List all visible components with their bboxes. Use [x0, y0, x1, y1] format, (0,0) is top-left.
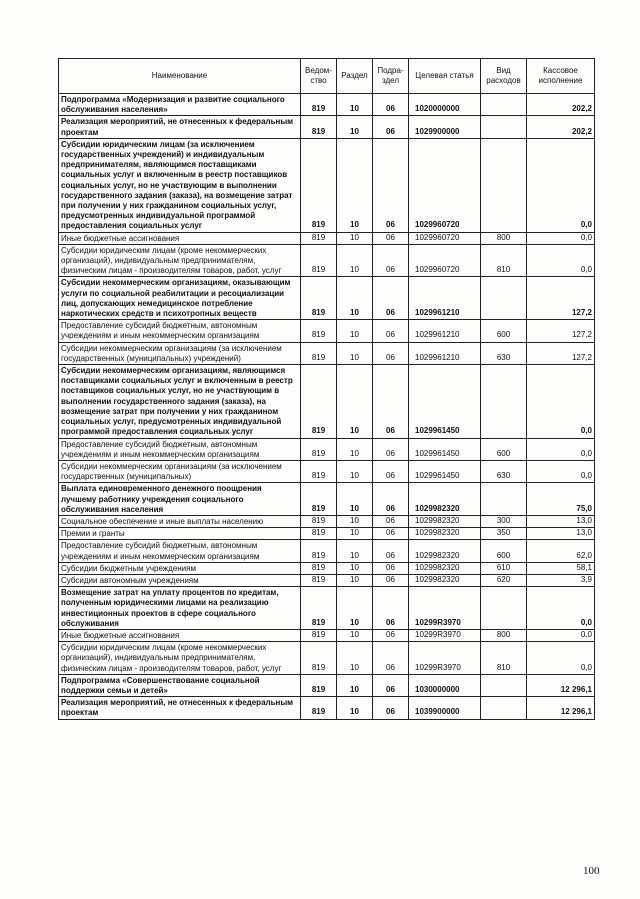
- cell-name: Субсидии некоммерческим организациям, являющимся поставщиками социальных услуг и включенным в реестр поставщиков социальных услуг, но не участвующим в выполнении государственного задания (заказа), на возмещение затрат при получении у них гражданином социальных услуг, предусмотренных индивидуальной программой предоставления социальных услуг: [59, 365, 301, 438]
- cell-dept: 819: [301, 587, 337, 630]
- cell-subsection: 06: [373, 244, 409, 277]
- cell-dept: 819: [301, 574, 337, 586]
- cell-subsection: 06: [373, 94, 409, 116]
- cell-section: 10: [337, 540, 373, 562]
- header-dept: Ведом-ство: [301, 59, 337, 94]
- cell-section: 10: [337, 562, 373, 574]
- cell-exptype: 630: [481, 342, 527, 364]
- cell-exptype: 600: [481, 438, 527, 460]
- table-row: [59, 574, 595, 586]
- table-row: [59, 540, 595, 562]
- cell-target: 10299R3970: [409, 587, 481, 630]
- table-row: [59, 320, 595, 342]
- table-row: [59, 138, 595, 232]
- table-row: [59, 438, 595, 460]
- cell-dept: 819: [301, 674, 337, 696]
- table-row: [59, 94, 595, 116]
- cell-subsection: 06: [373, 320, 409, 342]
- table-row: [59, 587, 595, 630]
- cell-name: Субсидии некоммерческим организациям, оказывающим услуги по социальной реабилитации и ресоциализации лиц, допускающих немедицинское потребление наркотических средств и психотропных веществ: [59, 277, 301, 320]
- cell-section: 10: [337, 438, 373, 460]
- cell-dept: 819: [301, 562, 337, 574]
- cell-subsection: 06: [373, 587, 409, 630]
- cell-name: Возмещение затрат на уплату процентов по кредитам, полученным юридическими лицами на реализацию инвестиционных проектов в сфере социального обслуживания: [59, 587, 301, 630]
- cell-target: 1029982320: [409, 483, 481, 516]
- cell-section: 10: [337, 587, 373, 630]
- cell-section: 10: [337, 365, 373, 438]
- cell-exptype: 610: [481, 562, 527, 574]
- cell-section: 10: [337, 697, 373, 719]
- cell-exptype: [481, 697, 527, 719]
- cell-target: 1029961450: [409, 460, 481, 482]
- cell-exptype: 620: [481, 574, 527, 586]
- cell-amount: 13,0: [527, 528, 595, 540]
- cell-exptype: 600: [481, 320, 527, 342]
- cell-dept: 819: [301, 138, 337, 232]
- table-row: [59, 460, 595, 482]
- table-row: [59, 629, 595, 641]
- cell-name: Реализация мероприятий, не отнесенных к федеральным проектам: [59, 116, 301, 138]
- cell-section: 10: [337, 244, 373, 277]
- cell-target: 1029960720: [409, 138, 481, 232]
- cell-exptype: 300: [481, 515, 527, 527]
- cell-section: 10: [337, 483, 373, 516]
- cell-name: Субсидии некоммерческим организациям (за исключением государственных (муниципальных): [59, 460, 301, 482]
- cell-target: 1029961210: [409, 342, 481, 364]
- budget-execution-table: [58, 58, 595, 720]
- cell-section: 10: [337, 629, 373, 641]
- cell-section: 10: [337, 515, 373, 527]
- cell-dept: 819: [301, 365, 337, 438]
- cell-exptype: 810: [481, 244, 527, 277]
- cell-subsection: 06: [373, 342, 409, 364]
- table-row: [59, 116, 595, 138]
- cell-target: 1029960720: [409, 244, 481, 277]
- cell-amount: 202,2: [527, 116, 595, 138]
- cell-subsection: 06: [373, 562, 409, 574]
- cell-amount: 0,0: [527, 642, 595, 675]
- cell-amount: 0,0: [527, 138, 595, 232]
- table-row: [59, 232, 595, 244]
- cell-exptype: 350: [481, 528, 527, 540]
- cell-name: Субсидии юридическим лицам (кроме некоммерческих организаций), индивидуальным предпринимателям, физическим лицам - производителям товаров, работ, услуг: [59, 244, 301, 277]
- cell-name: Субсидии автономным учреждениям: [59, 574, 301, 586]
- cell-amount: 62,0: [527, 540, 595, 562]
- cell-exptype: 800: [481, 629, 527, 641]
- cell-dept: 819: [301, 528, 337, 540]
- cell-dept: 819: [301, 629, 337, 641]
- cell-subsection: 06: [373, 365, 409, 438]
- header-amount: Кассовое исполнение: [527, 59, 595, 94]
- cell-dept: 819: [301, 342, 337, 364]
- cell-name: Иные бюджетные ассигнования: [59, 629, 301, 641]
- table-row: [59, 277, 595, 320]
- cell-name: Премии и гранты: [59, 528, 301, 540]
- cell-name: Субсидии юридическим лицам (за исключением государственных учреждений) и индивидуальным предпринимателям, являющимся поставщиками социальных услуг и включенным в реестр поставщиков социальных услуг, но не участвующим в выполнении государственного задания (заказа), на возмещение затрат при получении у них гражданином социальных услуг, предусмотренных индивидуальной программой предоставления социальных услуг: [59, 138, 301, 232]
- cell-amount: 0,0: [527, 460, 595, 482]
- cell-exptype: [481, 674, 527, 696]
- cell-section: 10: [337, 138, 373, 232]
- cell-amount: 0,0: [527, 587, 595, 630]
- cell-exptype: 800: [481, 232, 527, 244]
- cell-dept: 819: [301, 94, 337, 116]
- cell-target: 1029961210: [409, 277, 481, 320]
- header-section: Раздел: [337, 59, 373, 94]
- cell-exptype: 810: [481, 642, 527, 675]
- cell-section: 10: [337, 460, 373, 482]
- cell-target: 1029961210: [409, 320, 481, 342]
- header-exptype: Вид расходов: [481, 59, 527, 94]
- cell-section: 10: [337, 116, 373, 138]
- cell-subsection: 06: [373, 515, 409, 527]
- cell-subsection: 06: [373, 460, 409, 482]
- cell-amount: 0,0: [527, 244, 595, 277]
- cell-amount: 127,2: [527, 277, 595, 320]
- cell-amount: 0,0: [527, 629, 595, 641]
- cell-target: 1029900000: [409, 116, 481, 138]
- cell-target: 1029982320: [409, 562, 481, 574]
- cell-section: 10: [337, 528, 373, 540]
- header-subsection: Подра-здел: [373, 59, 409, 94]
- cell-dept: 819: [301, 232, 337, 244]
- cell-target: 1029961450: [409, 365, 481, 438]
- cell-subsection: 06: [373, 574, 409, 586]
- cell-section: 10: [337, 320, 373, 342]
- cell-amount: 127,2: [527, 320, 595, 342]
- cell-dept: 819: [301, 642, 337, 675]
- table-row: [59, 515, 595, 527]
- cell-target: 1029982320: [409, 574, 481, 586]
- cell-section: 10: [337, 642, 373, 675]
- cell-dept: 819: [301, 697, 337, 719]
- cell-subsection: 06: [373, 438, 409, 460]
- table-row: [59, 244, 595, 277]
- cell-exptype: 630: [481, 460, 527, 482]
- cell-subsection: 06: [373, 116, 409, 138]
- cell-name: Выплата единовременного денежного поощрения лучшему работнику учреждения социального обслуживания населения: [59, 483, 301, 516]
- cell-subsection: 06: [373, 277, 409, 320]
- cell-target: 1039900000: [409, 697, 481, 719]
- cell-exptype: [481, 138, 527, 232]
- cell-exptype: [481, 116, 527, 138]
- cell-name: Субсидии некоммерческим организациям (за исключением государственных (муниципальных) учреждений): [59, 342, 301, 364]
- cell-amount: 0,0: [527, 365, 595, 438]
- cell-subsection: 06: [373, 697, 409, 719]
- cell-subsection: 06: [373, 629, 409, 641]
- cell-amount: 12 296,1: [527, 674, 595, 696]
- cell-amount: 13,0: [527, 515, 595, 527]
- cell-section: 10: [337, 232, 373, 244]
- cell-exptype: 600: [481, 540, 527, 562]
- cell-subsection: 06: [373, 138, 409, 232]
- cell-target: 1020000000: [409, 94, 481, 116]
- cell-exptype: [481, 277, 527, 320]
- cell-name: Предоставление субсидий бюджетным, автономным учреждениям и иным некоммерческим организациям: [59, 540, 301, 562]
- cell-subsection: 06: [373, 483, 409, 516]
- cell-exptype: [481, 365, 527, 438]
- cell-name: Социальное обеспечение и иные выплаты населению: [59, 515, 301, 527]
- cell-subsection: 06: [373, 528, 409, 540]
- cell-target: 1030000000: [409, 674, 481, 696]
- cell-subsection: 06: [373, 232, 409, 244]
- table-row: [59, 483, 595, 516]
- cell-amount: 12 296,1: [527, 697, 595, 719]
- cell-target: 1029982320: [409, 515, 481, 527]
- cell-dept: 819: [301, 438, 337, 460]
- cell-name: Реализация мероприятий, не отнесенных к федеральным проектам: [59, 697, 301, 719]
- cell-amount: 0,0: [527, 232, 595, 244]
- cell-section: 10: [337, 674, 373, 696]
- cell-amount: 0,0: [527, 438, 595, 460]
- cell-dept: 819: [301, 277, 337, 320]
- cell-name: Предоставление субсидий бюджетным, автономным учреждениям и иным некоммерческим организациям: [59, 320, 301, 342]
- table-header-row: [59, 59, 595, 94]
- cell-target: 1029961450: [409, 438, 481, 460]
- cell-name: Субсидии бюджетным учреждениям: [59, 562, 301, 574]
- cell-dept: 819: [301, 515, 337, 527]
- table-row: [59, 697, 595, 719]
- budget-table-container: [58, 58, 594, 720]
- cell-exptype: [481, 94, 527, 116]
- cell-dept: 819: [301, 483, 337, 516]
- table-row: [59, 528, 595, 540]
- cell-section: 10: [337, 277, 373, 320]
- cell-dept: 819: [301, 244, 337, 277]
- cell-subsection: 06: [373, 642, 409, 675]
- cell-amount: 3,9: [527, 574, 595, 586]
- table-row: [59, 562, 595, 574]
- cell-target: 1029982320: [409, 528, 481, 540]
- page-number: 100: [583, 865, 600, 877]
- header-target: Целевая статья: [409, 59, 481, 94]
- table-row: [59, 342, 595, 364]
- cell-amount: 75,0: [527, 483, 595, 516]
- cell-dept: 819: [301, 460, 337, 482]
- cell-target: 1029982320: [409, 540, 481, 562]
- cell-section: 10: [337, 94, 373, 116]
- header-name: Наименование: [59, 59, 301, 94]
- table-row: [59, 365, 595, 438]
- cell-target: 10299R3970: [409, 642, 481, 675]
- table-row: [59, 642, 595, 675]
- cell-amount: 202,2: [527, 94, 595, 116]
- cell-exptype: [481, 587, 527, 630]
- cell-name: Субсидии юридическим лицам (кроме некоммерческих организаций), индивидуальным предпринимателям, физическим лицам - производителям товаров, работ, услуг: [59, 642, 301, 675]
- cell-name: Предоставление субсидий бюджетным, автономным учреждениям и иным некоммерческим организациям: [59, 438, 301, 460]
- cell-target: 10299R3970: [409, 629, 481, 641]
- cell-subsection: 06: [373, 674, 409, 696]
- cell-amount: 127,2: [527, 342, 595, 364]
- cell-amount: 58,1: [527, 562, 595, 574]
- cell-exptype: [481, 483, 527, 516]
- cell-section: 10: [337, 574, 373, 586]
- cell-name: Иные бюджетные ассигнования: [59, 232, 301, 244]
- cell-name: Подпрограмма «Совершенствование социальной поддержки семьи и детей»: [59, 674, 301, 696]
- cell-name: Подпрограмма «Модернизация и развитие социального обслуживания населения»: [59, 94, 301, 116]
- table-row: [59, 674, 595, 696]
- cell-section: 10: [337, 342, 373, 364]
- cell-dept: 819: [301, 540, 337, 562]
- cell-dept: 819: [301, 116, 337, 138]
- cell-subsection: 06: [373, 540, 409, 562]
- cell-dept: 819: [301, 320, 337, 342]
- cell-target: 1029960720: [409, 232, 481, 244]
